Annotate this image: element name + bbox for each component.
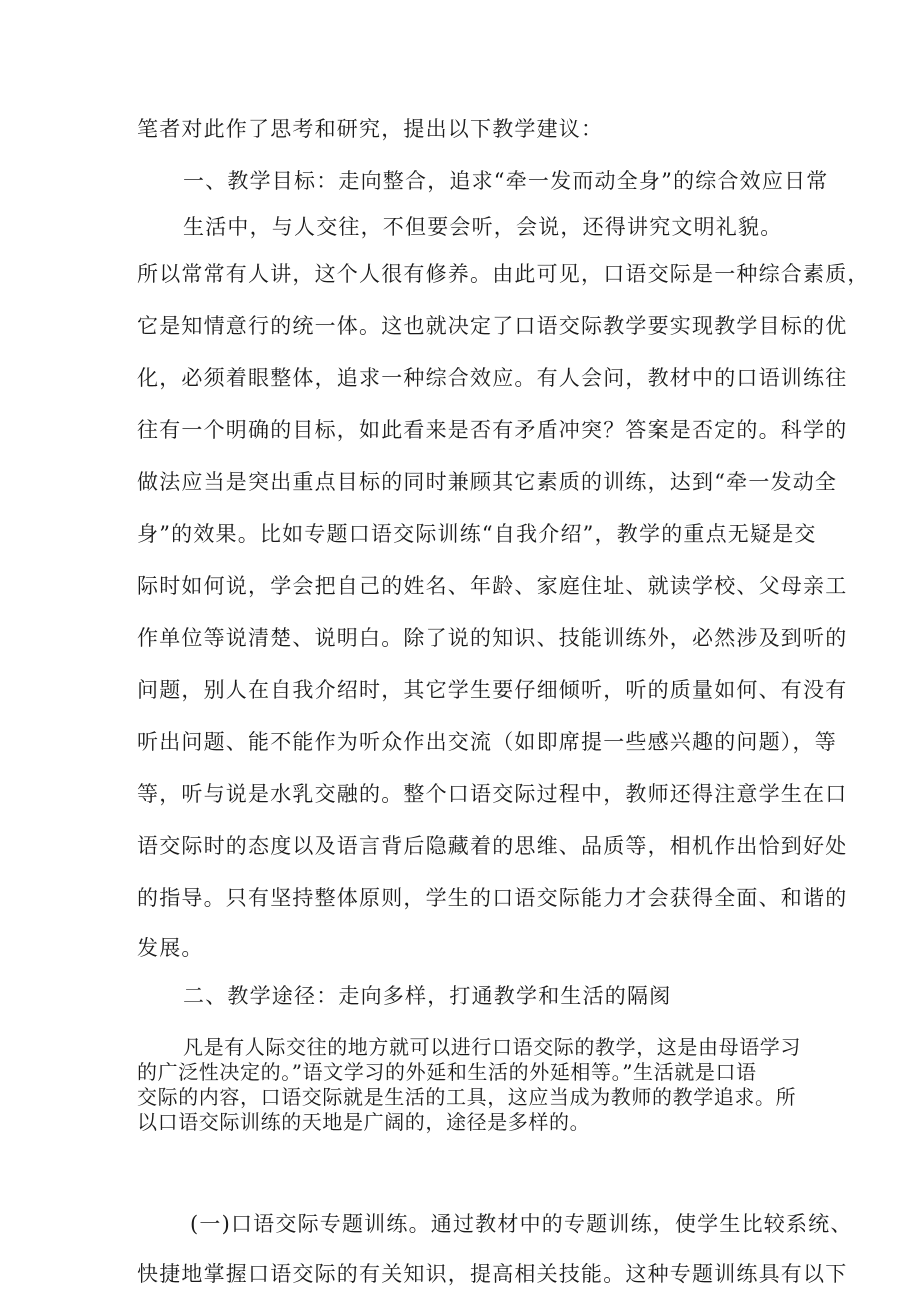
indented-paragraph [137,1035,801,1135]
paragraph-line-5: 它是知情意行的统一体。这也就决定了口语交际教学要实现教学目标的优 [137,314,848,338]
subsection-line-2: 快捷地掌握口语交际的有关知识，提高相关技能。这种专题训练具有以下 [137,1262,848,1286]
block-line-3: 交际的内容，口语交际就是生活的工具，这应当成为教师的教学追求。所 [137,1085,797,1109]
paragraph-line-17: 发展。 [137,936,204,960]
subsection-line-1: (一)口语交际专题训练。通过教材中的专题训练，使学生比较系统、 [190,1212,853,1236]
heading-section-2: 二、教学途径：走向多样，打通教学和生活的隔阂 [183,984,672,1008]
block-line-1: 凡是有人际交往的地方就可以进行口语交际的教学，这是由母语学习 [183,1035,801,1059]
paragraph-line-7: 往有一个明确的目标，如此看来是否有矛盾冲突？答案是否定的。科学的 [137,418,848,442]
paragraph-line-1: 笔者对此作了思考和研究，提出以下教学建议： [137,117,604,141]
block-line-4: 以口语交际训练的天地是广阔的，途径是多样的。 [137,1110,591,1134]
paragraph-line-8: 做法应当是突出重点目标的同时兼顾其它素质的训练，达到“牵一发动全 [137,470,838,494]
paragraph-line-4: 所以常常有人讲，这个人很有修养。由此可见，口语交际是一种综合素质， [137,262,870,286]
paragraph-line-16: 的指导。只有坚持整体原则，学生的口语交际能力才会获得全面、和谐的 [137,886,848,910]
paragraph-line-9: 身”的效果。比如专题口语交际训练“自我介绍”，教学的重点无疑是交 [137,522,817,546]
paragraph-line-15: 语交际时的态度以及语言背后隐藏着的思维、品质等，相机作出恰到好处 [137,834,848,858]
block-line-2: 的广泛性决定的。”语文学习的外延和生活的外延相等。”生活就是口语 [137,1060,757,1084]
paragraph-line-10: 际时如何说，学会把自己的姓名、年龄、家庭住址、就读学校、父母亲工 [137,574,848,598]
paragraph-line-14: 等，听与说是水乳交融的。整个口语交际过程中，教师还得注意学生在口 [137,782,848,806]
paragraph-line-13: 听出问题、能不能作为听众作出交流（如即席提一些感兴趣的问题），等 [137,730,837,754]
paragraph-line-12: 问题，别人在自我介绍时，其它学生要仔细倾听，听的质量如何、有没有 [137,678,848,702]
paragraph-line-11: 作单位等说清楚、说明白。除了说的知识、技能训练外，必然涉及到听的 [137,626,848,650]
heading-section-1: 一、教学目标：走向整合，追求“牵一发而动全身”的综合效应日常 [183,169,829,193]
paragraph-line-6: 化，必须着眼整体，追求一种综合效应。有人会问，教材中的口语训练往 [137,366,848,390]
paragraph-line-3: 生活中，与人交往，不但要会听，会说，还得讲究文明礼貌。 [183,215,783,239]
